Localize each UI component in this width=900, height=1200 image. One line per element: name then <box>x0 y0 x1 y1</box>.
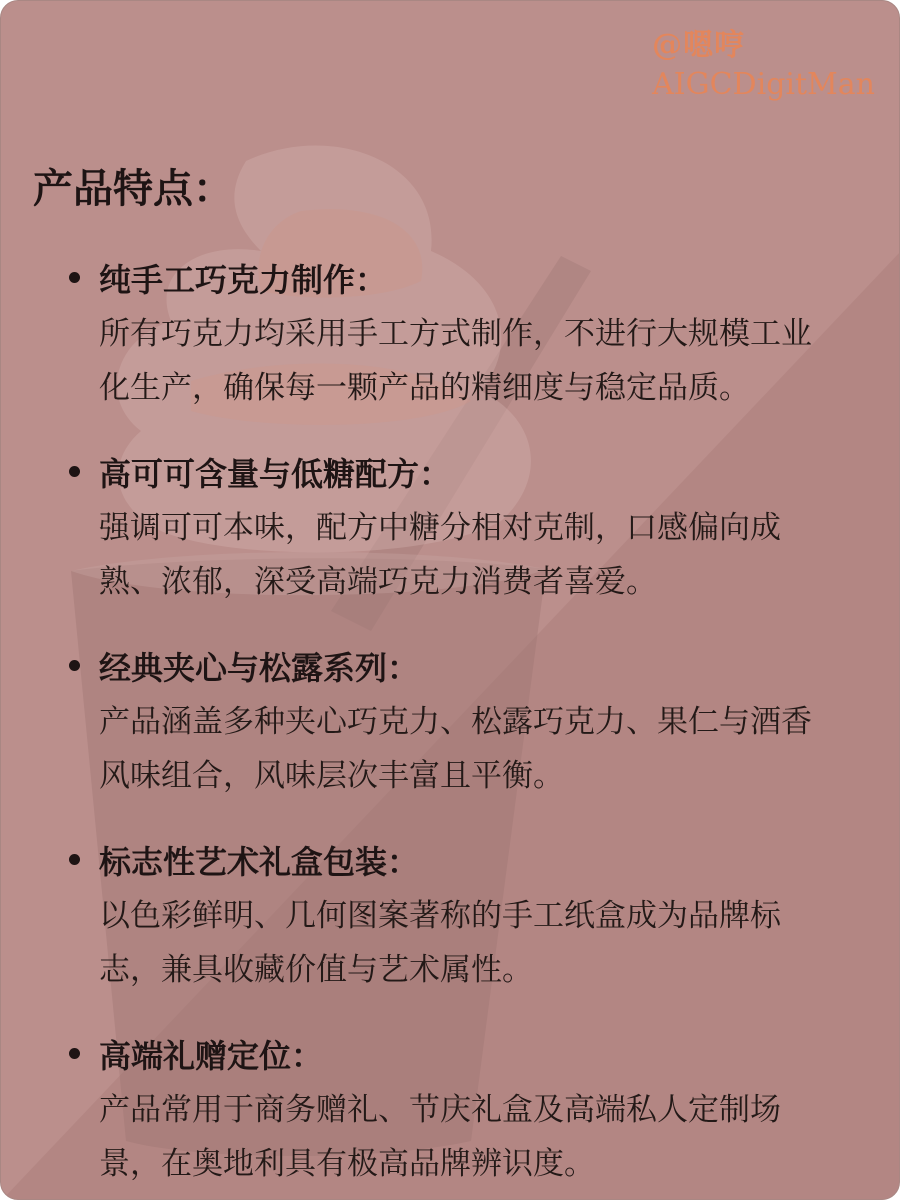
feature-title: 高可可含量与低糖配方： <box>99 455 452 493</box>
list-item <box>67 1029 837 1191</box>
list-item <box>67 641 837 803</box>
list-item <box>67 253 837 415</box>
feature-title: 经典夹心与松露系列： <box>99 649 420 687</box>
bullet-icon <box>69 466 80 477</box>
feature-description: 所有巧克力均采用手工方式制作，不进行大规模工业化生产，确保每一颗产品的精细度与稳定品质。 <box>99 316 812 406</box>
feature-title: 高端礼赠定位： <box>99 1037 324 1075</box>
watermark-handle: @嗯哼 <box>652 28 746 63</box>
feature-list <box>67 253 837 1200</box>
feature-description: 以色彩鲜明、几何图案著称的手工纸盒成为品牌标志，兼具收藏价值与艺术属性。 <box>99 898 781 988</box>
watermark <box>652 27 875 105</box>
bullet-icon <box>69 854 80 865</box>
feature-title: 纯手工巧克力制作： <box>99 261 388 299</box>
list-item <box>67 835 837 997</box>
feature-description: 产品涵盖多种夹心巧克力、松露巧克力、果仁与酒香风味组合，风味层次丰富且平衡。 <box>99 704 812 794</box>
watermark-name: AIGCDigitMan <box>652 67 875 102</box>
list-item <box>67 447 837 609</box>
bullet-icon <box>69 1048 80 1059</box>
bullet-icon <box>69 660 80 671</box>
feature-title: 标志性艺术礼盒包装： <box>99 843 420 881</box>
feature-description: 强调可可本味，配方中糖分相对克制，口感偏向成熟、浓郁，深受高端巧克力消费者喜爱。 <box>99 510 781 600</box>
feature-description: 产品常用于商务赠礼、节庆礼盒及高端私人定制场景，在奥地利具有极高品牌辨识度。 <box>99 1092 781 1182</box>
bullet-icon <box>69 272 80 283</box>
page-title: 产品特点： <box>33 166 233 212</box>
